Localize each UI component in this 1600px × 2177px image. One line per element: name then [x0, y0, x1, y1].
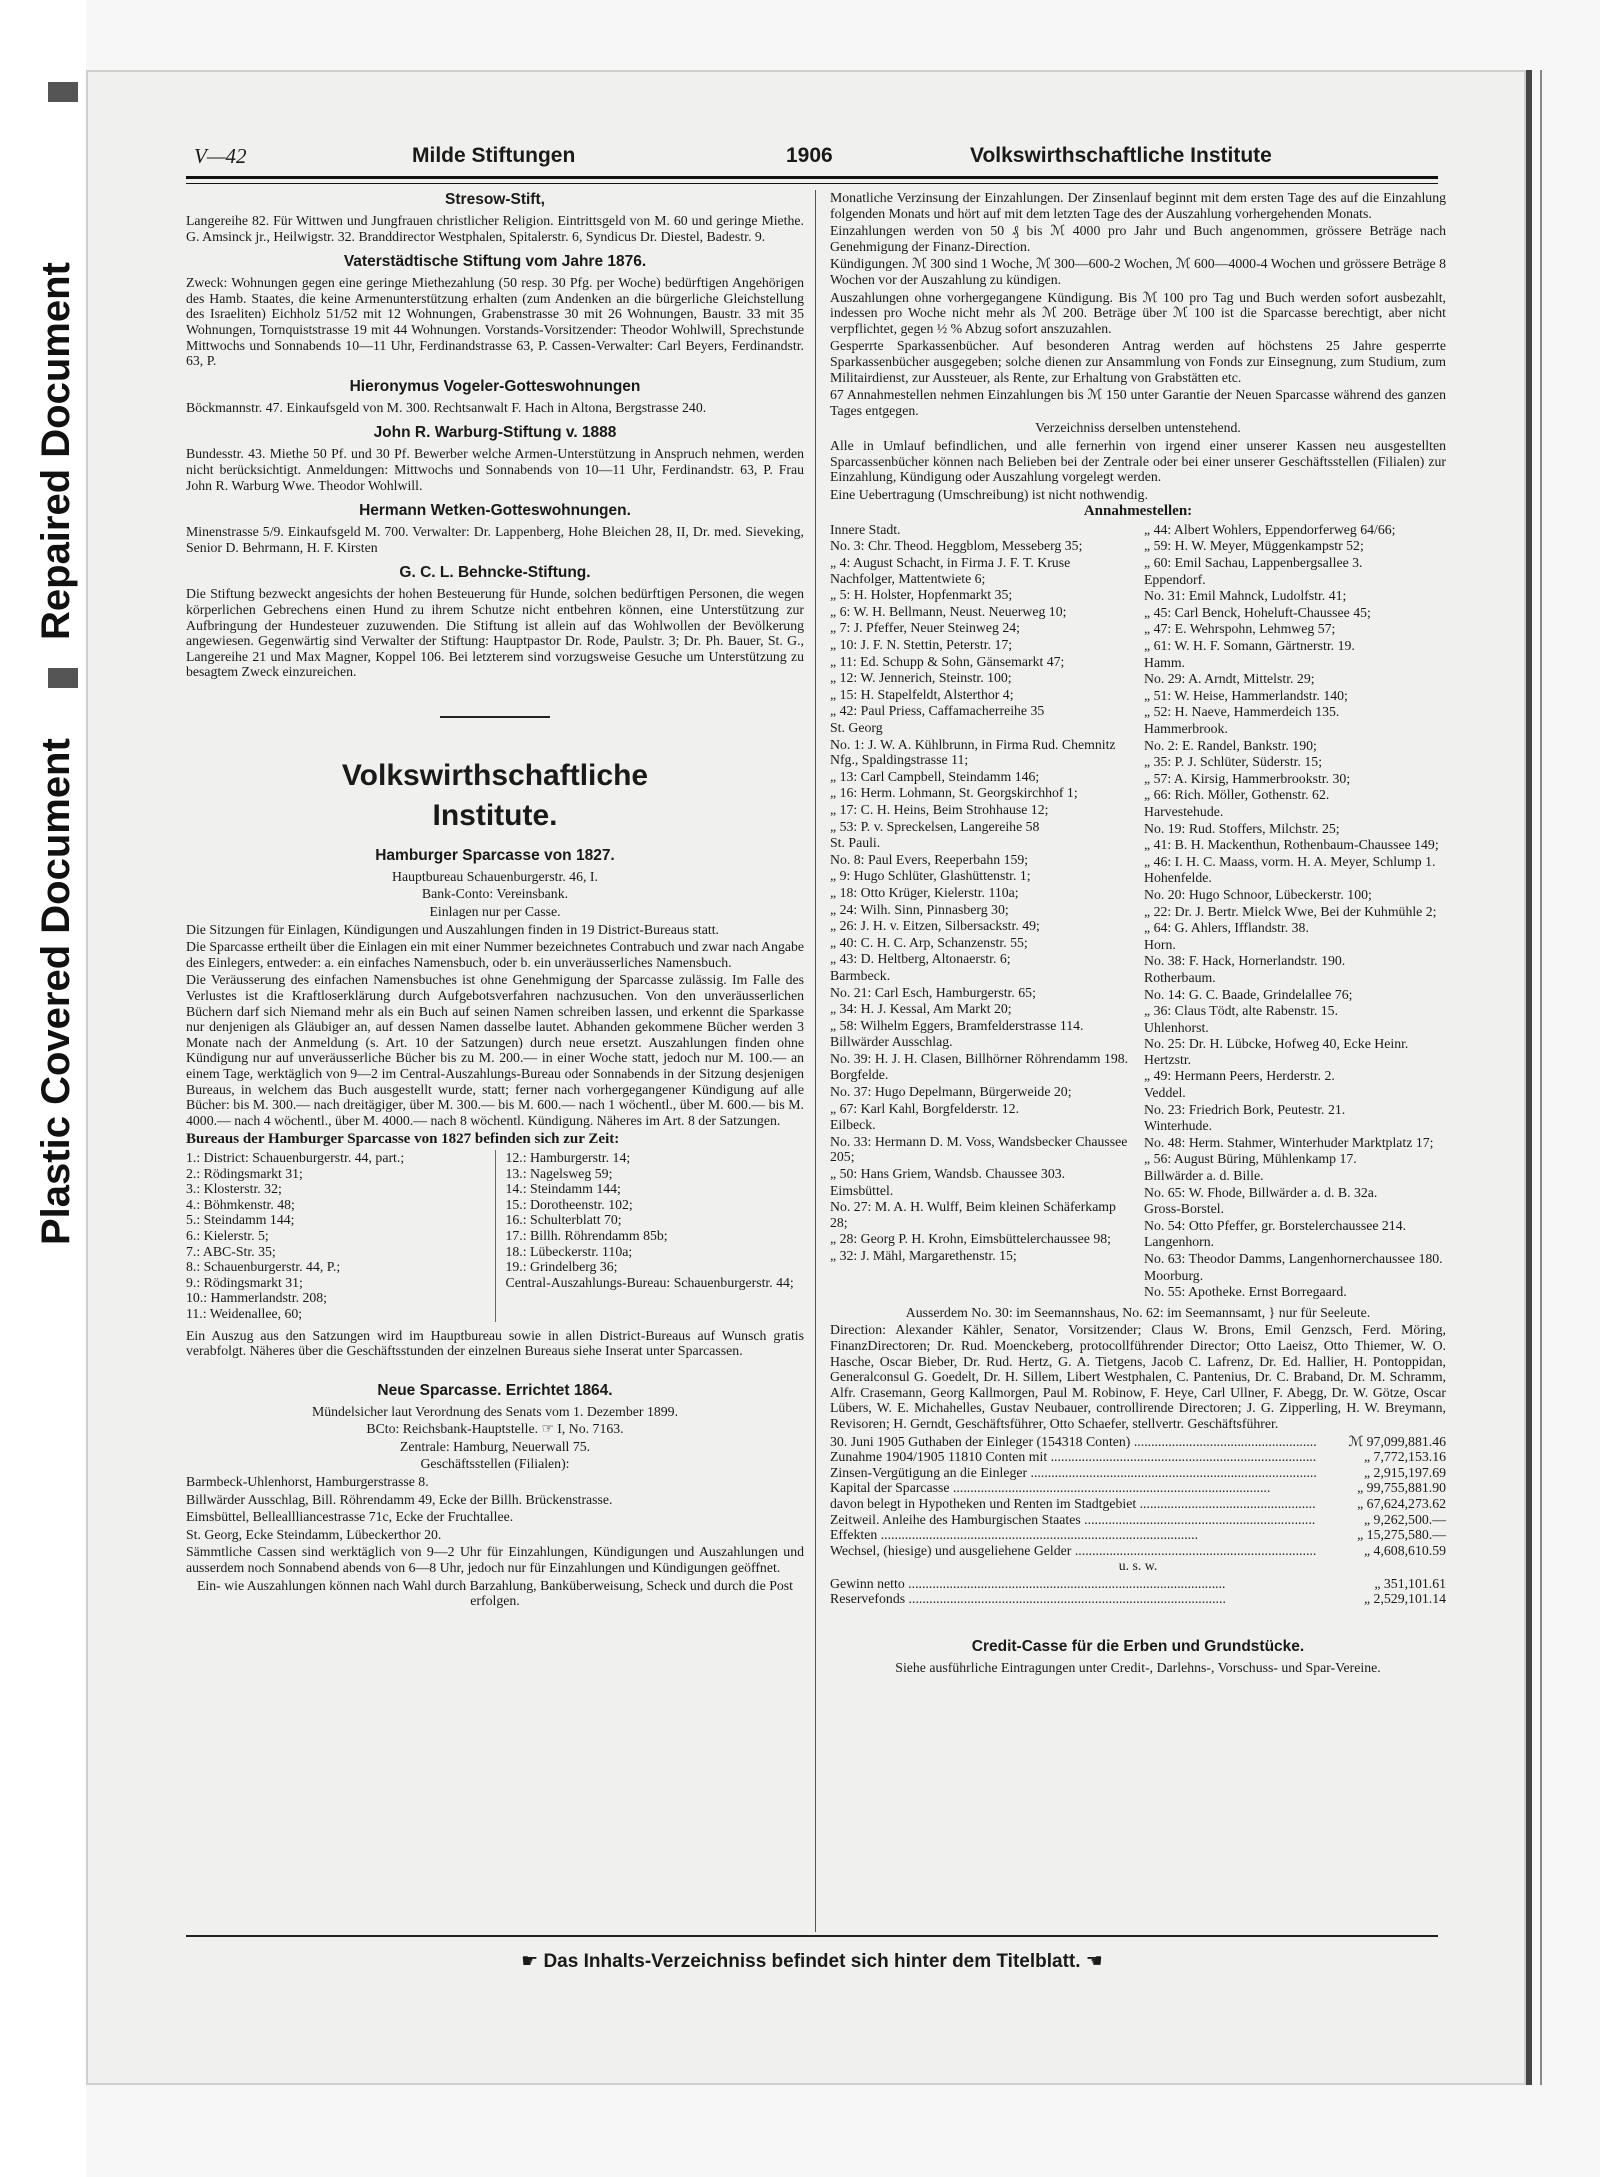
bureau-item: Central-Auszahlungs-Bureau: Schauenburgerstr. 44; [505, 1274, 794, 1290]
annahmestelle-item: Innere Stadt. [830, 521, 901, 537]
chapter-title-line1: Volkswirthschaftliche [341, 758, 649, 792]
annahmestelle-item: „ 22: Dr. J. Bertr. Mielck Wwe, Bei der Kuhmühle 2; [1144, 903, 1437, 919]
section-text: Zweck: Wohnungen gegen eine geringe Miethezahlung (50 resp. 30 Pfg. per Woche) bedürftigen Angehörigen des Hamb. Staates, die keine Armenunterstützung erhalten (zum Andenken an die bürgerliche Gleichstellung des Israeliten) Eichholz 51/52 mit 12 Wohnungen, Grabenstrasse 30 mit 26 Wohnungen, Baustr. 33 mit 35 Wohnungen, Tornquiststrasse 19 mit 44 Wohnungen. Vorstands-Vorsitzender: Theodor Wohlwill, Sprechstunde Mittwochs und Sonnabends 10—11 Uhr, Ferdinandstrasse 63, P. Cassen-Verwalter: Carl Beyers, Ferdinandstr. 63, P. [186, 275, 804, 369]
annahmestelle-item: „ 67: Karl Kahl, Borgfelderstr. 12. [830, 1100, 1020, 1116]
bureaus-heading: Bureaus der Hamburger Sparcasse von 1827 befinden sich zur Zeit: [186, 1131, 620, 1148]
annahmestelle-item: „ 60: Emil Sachau, Lappenbergsallee 3. [1144, 555, 1363, 571]
annahmestelle-item: Uhlenhorst. [1144, 1019, 1209, 1035]
section-title: Hermann Wetken-Gotteswohnungen. [359, 502, 631, 520]
annahmestelle-item: „ 52: H. Naeve, Hammerdeich 135. [1144, 704, 1340, 720]
annahmestelle-item: „ 51: W. Heise, Hammerlandstr. 140; [1144, 687, 1348, 703]
bureau-item: 8.: Schauenburgerstr. 44, P.; [186, 1259, 341, 1275]
annahmestelle-item: No. 29: A. Arndt, Mittelstr. 29; [1144, 671, 1315, 687]
section-title: Credit-Casse für die Erben und Grundstücke. [971, 1638, 1305, 1656]
annahmestelle-item: „ 5: H. Holster, Hopfenmarkt 35; [830, 587, 1013, 603]
annahmestelle-item: „ 16: Herm. Lohmann, St. Georgskirchhof 1; [830, 785, 1078, 801]
bureau-item: 9.: Rödingsmarkt 31; [186, 1274, 303, 1290]
finance-row [830, 1543, 1446, 1559]
direction-text: Direction: Alexander Kähler, Senator, Vorsitzender; Claus W. Brons, Emil Genzsch, Ferd. Möring, FinanzDirectoren; Dr. Rud. Moenckeberg, protocollführender Director; Otto Laeisz, Otto Thiemer, W. O. Hasche, Oscar Bieber, Dr. Rud. Hertz, G. A. Tietgens, Jacob C. Lafrenz, Dr. Ed. Hallier, H. Pontoppidan, Generalconsul G. Goedelt, Dr. H. Sillem, Libert Westphalen, C. Pantenius, Dr. C. Braband, Dr. M. Schramm, Alfr. Crasemann, Georg Kallmorgen, Paul M. Robinow, F. Heye, Carl Ullner, F. Abegg, Dr. W. Götze, Oscar Lübers, W. E. Michahelles, Gustav Neubauer, controllirende Directoren; J. G. Zipperling, H. W. Breymann, Revisoren; H. Gerndt, Geschäftsführer, Otto Schaefer, stellvertr. Geschäftsführer. [830, 1322, 1446, 1431]
annahmestelle-item: „ 9: Hugo Schlüter, Glashüttenstr. 1; [830, 868, 1031, 884]
strip-tab-mark [48, 668, 78, 688]
annahmestelle-item: „ 6: W. H. Bellmann, Neust. Neuerweg 10; [830, 603, 1067, 619]
annahmestelle-item: „ 41: B. H. Mackenthun, Rothenbaum-Chaussee 149; [1144, 837, 1439, 853]
info-line: Zentrale: Hamburg, Neuerwall 75. [399, 1438, 591, 1454]
annahmestelle-item: „ 46: I. H. C. Maass, vorm. H. A. Meyer, Schlump 1. [1144, 853, 1436, 869]
finance-value: „ 15,275,580.— [1357, 1527, 1446, 1543]
finance-label: Zinsen-Vergütigung an die Einleger ..... [830, 1465, 1316, 1481]
annahmestelle-item: „ 12: W. Jennerich, Steinstr. 100; [830, 670, 1012, 686]
finance-value: „ 67,624,273.62 [1357, 1495, 1446, 1511]
bureau-item: 12.: Hamburgerstr. 14; [505, 1149, 631, 1165]
finance-value: „ 2,529,101.14 [1363, 1591, 1446, 1607]
usw-line: u. s. w. [1118, 1558, 1158, 1574]
info-line: Einlagen nur per Casse. [429, 904, 561, 920]
section-text: Monatliche Verzinsung der Einzahlungen. Der Zinsenlauf beginnt mit dem ersten Tage des auf die Einzahlung folgenden Monats und hört auf mit dem letzten Tage des der Auszahlung vorhergehenden Monats. [830, 190, 1446, 221]
bureau-item: 18.: Lübeckerstr. 110a; [505, 1243, 633, 1259]
section-text: Die Sparcasse ertheilt über die Einlagen ein mit einer Nummer bezeichnetes Contrabuch und zwar nach Angabe des Einlegers, entweder: a. ein einfaches Namensbuch, oder b. ein unveräusserliches Namensbuch. [186, 939, 804, 970]
branch-line: Billwärder Ausschlag, Bill. Röhrendamm 49, Ecke der Billh. Brückenstrasse. [186, 1491, 613, 1507]
annahmestelle-item: No. 39: H. J. H. Clasen, Billhörner Röhrendamm 198. [830, 1050, 1129, 1066]
section-title: Stresow-Stift, [445, 191, 545, 208]
info-line: Geschäftsstellen (Filialen): [420, 1456, 570, 1472]
finance-label: Zeitweil. Anleihe des Hamburgischen Staates ..... [830, 1512, 1316, 1528]
section-title: Neue Sparcasse. Errichtet 1864. [377, 1381, 613, 1399]
chapter-title-line2: Institute. [432, 798, 558, 832]
bureau-item: 6.: Kielerstr. 5; [186, 1227, 269, 1243]
running-header [190, 140, 1438, 174]
section-text: Siehe ausführliche Eintragungen unter Credit-, Darlehns-, Vorschuss- und Spar-Vereine. [895, 1660, 1381, 1676]
annahmestelle-item: „ 32: J. Mähl, Margarethenstr. 15; [830, 1248, 1017, 1263]
branch-line: Eimsbüttel, Belleallliancestrasse 71c, Ecke der Fruchtallee. [186, 1509, 514, 1525]
finance-value: „ 99,755,881.90 [1357, 1480, 1446, 1496]
annahmestelle-item: „ 24: Wilh. Sinn, Pinnasberg 30; [830, 901, 1009, 917]
annahmestelle-item: Gross-Borstel. [1144, 1201, 1225, 1217]
finance-row [830, 1512, 1446, 1528]
annahmestelle-item: No. 8: Paul Evers, Reeperbahn 159; [830, 851, 1029, 867]
finance-table-2 [830, 1576, 1446, 1607]
annahmestelle-item: „ 17: C. H. Heins, Beim Strohhause 12; [830, 801, 1049, 817]
header-right-title: Volkswirthschaftliche Institute [970, 144, 1272, 167]
annahmestelle-item: No. 14: G. C. Baade, Grindelallee 76; [1144, 986, 1353, 1002]
right-column [830, 190, 1446, 1678]
finance-label: Reservefonds ..... [830, 1591, 1316, 1607]
annahmestelle-item: Veddel. [1144, 1085, 1186, 1101]
finance-value: „ 9,262,500.— [1363, 1511, 1446, 1527]
finance-row [830, 1576, 1446, 1592]
annahmestelle-item: Moorburg. [1144, 1267, 1204, 1283]
bureau-item: 1.: District: Schauenburgerstr. 44, part.; [186, 1149, 405, 1165]
info-line: Bank-Conto: Vereinsbank. [421, 886, 569, 902]
finance-value: „ 7,772,153.16 [1363, 1449, 1446, 1465]
annahmestelle-item: Horn. [1144, 936, 1176, 952]
finance-row [830, 1434, 1446, 1450]
section-title: John R. Warburg-Stiftung v. 1888 [373, 424, 617, 442]
page-edge-line [1540, 70, 1542, 2085]
annahmestelle-item: No. 23: Friedrich Bork, Peutestr. 21. [1144, 1101, 1346, 1117]
annahmestelle-item: No. 21: Carl Esch, Hamburgerstr. 65; [830, 984, 1036, 1000]
section-text: 67 Annahmestellen nehmen Einzahlungen bis ℳ 150 unter Garantie der Neuen Sparcasse während des ganzen Tages entgegen. [830, 387, 1446, 418]
annahmestelle-item: No. 55: Apotheke. Ernst Borregaard. [1144, 1284, 1347, 1300]
annahmestelle-item: „ 43: D. Heltberg, Altonaerstr. 6; [830, 951, 1011, 967]
header-left-title: Milde Stiftungen [412, 144, 576, 167]
finance-label: Zunahme 1904/1905 11810 Conten mit ..... [830, 1449, 1316, 1465]
annahmestelle-item: Winterhude. [1144, 1118, 1213, 1134]
annahmestelle-item: „ 58: Wilhelm Eggers, Bramfelderstrasse 114. [830, 1017, 1084, 1033]
annahmestelle-item: No. 25: Dr. H. Lübcke, Hofweg 40, Ecke Heinr. Hertzstr. [1144, 1036, 1409, 1067]
annahmestelle-item: „ 56: August Büring, Mühlenkamp 17. [1144, 1151, 1357, 1167]
page-edge [1526, 70, 1532, 2085]
finance-label: Gewinn netto ..... [830, 1576, 1316, 1592]
finance-label: Effekten ..... [830, 1527, 1316, 1543]
info-line: BCto: Reichsbank-Hauptstelle. ☞ I, No. 7163. [366, 1421, 624, 1437]
finance-row [830, 1496, 1446, 1512]
section-text: Sämmtliche Cassen sind werktäglich von 9—2 Uhr für Einzahlungen, Kündigungen und Auszahlungen und ausserdem noch Sonnabend abends von 6—8 Uhr, jedoch nur für Einzahlungen und Kündigungen geöffnet. [186, 1544, 804, 1576]
annahmestellen-left [830, 522, 1138, 1301]
bureaus-list [186, 1150, 804, 1322]
annahmestelle-item: „ 4: August Schacht, in Firma J. F. T. Kruse Nachfolger, Mattentwiete 6; [830, 555, 1071, 586]
annahmestelle-item: „ 47: E. Wehrspohn, Lehmweg 57; [1144, 621, 1336, 637]
page-number: V—42 [194, 144, 247, 168]
finance-label: Wechsel, (hiesige) und ausgeliehene Gelder ..... [830, 1543, 1316, 1559]
annahmestelle-item: „ 66: Rich. Möller, Gothenstr. 62. [1144, 787, 1330, 803]
info-line: Hauptbureau Schauenburgerstr. 46, I. [392, 868, 598, 884]
finance-row [830, 1449, 1446, 1465]
footer-rule [186, 1935, 1438, 1937]
annahmestelle-item: Eimsbüttel. [830, 1182, 894, 1198]
finance-label: 30. Juni 1905 Guthaben der Einleger (154318 Conten) ..... [830, 1434, 1316, 1450]
finance-value: ℳ 97,099,881.46 [1348, 1433, 1446, 1449]
section-text: Einzahlungen werden von 50 ₰ bis ℳ 4000 pro Jahr und Buch angenommen, grössere Beträge nach Genehmigung der Finanz-Direction. [830, 223, 1446, 254]
bureau-item: 19.: Grindelberg 36; [505, 1259, 618, 1275]
finance-label: Kapital der Sparcasse ..... [830, 1480, 1316, 1496]
annahmestelle-item: Billwärder a. d. Bille. [1144, 1168, 1264, 1184]
annahmestelle-item: No. 63: Theodor Damms, Langenhornerchaussee 180. [1144, 1251, 1443, 1266]
annahmestelle-item: „ 49: Hermann Peers, Herderstr. 2. [1144, 1068, 1335, 1084]
annahmestelle-item: No. 38: F. Hack, Hornerlandstr. 190. [1144, 953, 1346, 969]
annahmestelle-item: Borgfelde. [830, 1067, 889, 1083]
annahmestelle-item: „ 42: Paul Priess, Caffamacherreihe 35 [830, 703, 1045, 719]
section-title: G. C. L. Behncke-Stiftung. [399, 564, 591, 582]
annahmestelle-item: „ 61: W. H. F. Somann, Gärtnerstr. 19. [1144, 638, 1355, 654]
section-text: Auszahlungen ohne vorhergegangene Kündigung. Bis ℳ 100 pro Tag und Buch werden sofort ausbezahlt, indessen pro Woche nicht mehr als ℳ 200. Beträge über ℳ 100 ist die Sparcasse berechtigt, aber nicht verpflichtet, gegen ½ % Abzug sofort anszuzahlen. [830, 289, 1446, 336]
section-text: Böckmannstr. 47. Einkaufsgeld von M. 300. Rechtsanwalt F. Hach in Altona, Bergstrasse 240. [186, 399, 707, 415]
annahmestellen-right [1138, 522, 1446, 1301]
bureau-item: 11.: Weidenallee, 60; [186, 1305, 303, 1321]
section-separator [440, 716, 550, 718]
finance-table [830, 1434, 1446, 1559]
annahmestelle-item: No. 33: Hermann D. M. Voss, Wandsbecker Chaussee 205; [830, 1133, 1128, 1165]
annahmestelle-item: No. 3: Chr. Theod. Heggblom, Messeberg 35; [830, 538, 1083, 554]
annahmestelle-item: „ 15: H. Stapelfeldt, Alsterthor 4; [830, 686, 1014, 702]
annahmestelle-item: No. 1: J. W. A. Kühlbrunn, in Firma Rud. Chemnitz Nfg., Spaldingstrasse 11; [830, 736, 1116, 768]
bureaus-right-column [496, 1150, 805, 1322]
annahmestelle-item: Barmbeck. [830, 967, 891, 983]
info-line: Verzeichniss derselben untenstehend. [1035, 420, 1241, 436]
annahmestelle-item: Hohenfelde. [1144, 870, 1212, 886]
bureau-item: 10.: Hammerlandstr. 208; [186, 1290, 328, 1306]
bureau-item: 15.: Dorotheenstr. 102; [505, 1196, 633, 1212]
annahmestelle-item: „ 64: G. Ahlers, Ifflandstr. 38. [1144, 920, 1309, 936]
finance-value: „ 351,101.61 [1374, 1575, 1446, 1591]
bureau-item: 13.: Nagelsweg 59; [505, 1165, 613, 1181]
pointing-hand-icon: ☚ [1085, 1951, 1103, 1972]
section-text: Ein Auszug aus den Satzungen wird im Hauptbureau sowie in allen District-Bureaus auf Wunsch gratis verabfolgt. Näheres über die Geschäftsstunden der einzelnen Bureaus siehe Inserat unter Sparcassen. [186, 1327, 804, 1359]
branch-line: Barmbeck-Uhlenhorst, Hamburgerstrasse 8. [186, 1474, 429, 1490]
chapter-title [186, 756, 804, 836]
footer-text: Das Inhalts-Verzeichniss befindet sich hinter dem Titelblatt. [543, 1951, 1081, 1972]
finance-row [830, 1527, 1446, 1543]
finance-row [830, 1465, 1446, 1481]
section-text: Gesperrte Sparkassenbücher. Auf besonderen Antrag werden auf höchstens 25 Jahre gesperrte Sparkassenbücher ausgegeben; solche dienen zur Ansammlung von Fonds zur Einsegnung, zum Studium, zum Militairdienst, zur Aussteuer, als Rente, zur Erhaltung von Grabstätten etc. [830, 338, 1446, 385]
bureau-item: 17.: Billh. Röhrendamm 85b; [505, 1227, 668, 1243]
annahmestelle-item: No. 37: Hugo Depelmann, Bürgerweide 20; [830, 1084, 1072, 1100]
bureau-item: 14.: Steindamm 144; [505, 1181, 621, 1197]
annahmestelle-item: „ 40: C. H. C. Arp, Schanzenstr. 55; [830, 934, 1028, 950]
annahmestelle-item: No. 48: Herm. Stahmer, Winterhuder Marktplatz 17; [1144, 1134, 1434, 1150]
annahmestelle-item: „ 11: Ed. Schupp & Sohn, Gänsemarkt 47; [830, 653, 1065, 669]
section-title: Vaterstädtische Stiftung vom Jahre 1876. [343, 253, 647, 271]
section-text: Ein- wie Auszahlungen können nach Wahl durch Barzahlung, Banküberweisung, Scheck und durch die Post erfolgen. [197, 1577, 793, 1609]
annahmestelle-item: „ 7: J. Pfeffer, Neuer Steinweg 24; [830, 620, 1020, 636]
annahmestelle-item: No. 27: M. A. H. Wulff, Beim kleinen Schäferkamp 28; [830, 1199, 1116, 1230]
section-text: Langereihe 82. Für Wittwen und Jungfrauen christlicher Religion. Eintrittsgeld von M. 60 und geringe Miethe. G. Amsinck jr., Heilwigstr. 32. Branddirector Westphalen, Spitalerstr. 6, Syndicus Dr. Diestel, Badestr. 9. [186, 213, 804, 244]
strip-tab-mark [48, 82, 78, 102]
archive-label-strip [0, 0, 86, 2177]
bureau-item: 2.: Rödingsmarkt 31; [186, 1165, 303, 1181]
bureaus-left-column [186, 1150, 496, 1322]
annahmestelle-item: Harvestehude. [1144, 803, 1224, 819]
header-rule [186, 176, 1438, 184]
section-title: Hieronymus Vogeler-Gotteswohnungen [349, 377, 641, 395]
bureau-item: 16.: Schulterblatt 70; [505, 1212, 622, 1228]
annahmestelle-item: Hamm. [1144, 654, 1185, 670]
annahmestelle-item: Billwärder Ausschlag. [830, 1034, 953, 1050]
annahmestelle-item: „ 57: A. Kirsig, Hammerbrookstr. 30; [1144, 770, 1351, 786]
annahmestelle-item: Hammerbrook. [1144, 721, 1228, 736]
annahmestelle-item: „ 50: Hans Griem, Wandsb. Chaussee 303. [830, 1166, 1066, 1182]
left-column [186, 190, 804, 1611]
annahmestelle-item: Eppendorf. [1144, 571, 1206, 587]
annahmestelle-item: No. 20: Hugo Schnoor, Lübeckerstr. 100; [1144, 886, 1372, 902]
annahmestelle-item: Rotherbaum. [1144, 969, 1216, 985]
annahmestelle-item: Eilbeck. [830, 1117, 876, 1133]
annahmestelle-item: No. 2: E. Randel, Bankstr. 190; [1144, 737, 1317, 753]
bureau-item: 7.: ABC-Str. 35; [186, 1243, 276, 1259]
section-text: Die Veräusserung des einfachen Namensbuches ist ohne Genehmigung der Sparcasse zulässig. Im Falle des Verlustes ist die Kraftloserklärung durch Aufgebotsverfahren nachzusuchen. Von den unveräusserlichen Büchern darf sich Niemand mehr als ein Buch auf seinen Namen schreiben lassen, und erkennt die Sparkasse nur denjenigen als Gläubiger an, auf dessen Namen dasselbe lautet. Abhanden gekommene Bücher werden 3 Monate nach der Anmeldung (s. Art. 10 der Satzungen) durch neue ersetzt. Auszahlungen finden ohne Kündigung nur auf unveräusserliche Bücher bis zu M. 200.— in einer Woche statt, jedoch nur M. 100.— an einem Tage, werktäglich von 9—2 im Central-Auszahlungs-Bureau oder Sonnabends in der Sitzung desjenigen Bureaus, in welchem das Buch ausgestellt wurde, statt; ferner nach vorhergegangener Kündigung auf alle Bücher: bis M. 300.— nach dreitägiger, über M. 300.— bis M. 600.— nach 1 wöchentl., über M. 600.— bis M. 4000.— nach 4 wöchentl., über M. 4000.— nach 8 wöchentl. Kündigung. Näheres im Art. 8 der Satzungen. [186, 972, 804, 1128]
annahmestelle-item: No. 19: Rud. Stoffers, Milchstr. 25; [1144, 820, 1340, 836]
section-text: Minenstrasse 5/9. Einkaufsgeld M. 700. Verwalter: Dr. Lappenberg, Hohe Bleichen 28, II, Dr. med. Sieveking, Senior D. Behrmann, H. F. Kirsten [186, 524, 804, 555]
annahmestelle-item: „ 26: J. H. v. Eitzen, Silbersackstr. 49; [830, 918, 1040, 934]
section-text: Alle in Umlauf befindlichen, und alle fernerhin von irgend einer unserer Kassen neu ausgestellten Sparcassenbücher können nach Belieben bei der Zentrale oder bei einer unserer Geschäftsstellen (Filialen) zur Einzahlung, Kündigung oder Auszahlung vorgelegt werden. [830, 437, 1446, 485]
bureau-item: 5.: Steindamm 144; [186, 1212, 295, 1228]
section-text: Eine Uebertragung (Umschreibung) ist nicht nothwendig. [830, 486, 1149, 502]
annahmestelle-item: Langenhorn. [1144, 1234, 1215, 1250]
info-line: Mündelsicher laut Verordnung des Senats vom 1. Dezember 1899. [311, 1403, 679, 1419]
column-divider [815, 190, 816, 1932]
section-text: Kündigungen. ℳ 300 sind 1 Woche, ℳ 300—600-2 Wochen, ℳ 600—4000-4 Wochen und grössere Beträge 8 Wochen vor der Auszahlung zu kündigen. [830, 256, 1446, 287]
annahmestelle-item: „ 34: H. J. Kessal, Am Markt 20; [830, 1001, 1012, 1017]
annahmestelle-item: St. Georg [830, 720, 883, 735]
finance-row [830, 1480, 1446, 1496]
section-text: Die Stiftung bezweckt angesichts der hohen Besteuerung für Hunde, solchen bedürftigen Personen, die wegen körperlichen Gebrechens einen Hund zu ihrem Schutze nicht entbehren können, eine Unterstützung zur Aufbringung der Hundesteuer zuzuwenden. Die Stiftung ist allein auf das Wohlwollen der Bevölkerung angewiesen. Gegenwärtig sind Verwalter der Stiftung: Hauptpastor Dr. Rode, Paulstr. 3; Dr. Ph. Bauer, St. G., Langereihe 21 und Max Magner, Koppel 106. Bei letzterem sind vorzugsweise Gesuche um Unterstützung zu besagtem Zweck einzureichen. [186, 586, 804, 680]
annahmestelle-item: No. 54: Otto Pfeffer, gr. Borstelerchaussee 214. [1144, 1217, 1407, 1233]
annahmestelle-item: „ 18: Otto Krüger, Kielerstr. 110a; [830, 884, 1019, 900]
annahmestelle-item: „ 59: H. W. Meyer, Müggenkampstr 52; [1144, 538, 1364, 554]
annahmestelle-item: No. 65: W. Fhode, Billwärder a. d. B. 32a. [1144, 1184, 1378, 1200]
section-title: Hamburger Sparcasse von 1827. [375, 846, 615, 864]
annahmestelle-item: „ 13: Carl Campbell, Steindamm 146; [830, 768, 1040, 784]
annahmestelle-item: „ 36: Claus Tödt, alte Rabenstr. 15. [1144, 1003, 1339, 1019]
repaired-document-label: Repaired Document [34, 262, 78, 640]
seemann-note: Ausserdem No. 30: im Seemannshaus, No. 62: im Seemannsamt, } nur für Seeleute. [905, 1304, 1371, 1320]
annahmestelle-item: „ 10: J. F. N. Stettin, Peterstr. 17; [830, 637, 1013, 653]
bureau-item: 4.: Böhmkenstr. 48; [186, 1196, 295, 1212]
plastic-covered-label: Plastic Covered Document [34, 738, 78, 1245]
bureau-item: 3.: Klosterstr. 32; [186, 1181, 282, 1197]
annahmestelle-item: „ 45: Carl Benck, Hoheluft-Chaussee 45; [1144, 604, 1371, 620]
section-text: Die Sitzungen für Einlagen, Kündigungen und Auszahlungen finden in 19 District-Bureaus statt. [186, 921, 719, 937]
branch-line: St. Georg, Ecke Steindamm, Lübeckerthor 20. [186, 1526, 442, 1542]
annahmestellen-list [830, 522, 1446, 1301]
annahmestelle-item: „ 44: Albert Wohlers, Eppendorferweg 64/66; [1144, 521, 1396, 537]
finance-label: davon belegt in Hypotheken und Renten im Stadtgebiet ..... [830, 1496, 1316, 1512]
annahmestelle-item: „ 53: P. v. Spreckelsen, Langereihe 58 [830, 818, 1040, 834]
annahmestelle-item: „ 28: Georg P. H. Krohn, Eimsbüttelerchaussee 98; [830, 1231, 1111, 1247]
annahmestelle-item: No. 31: Emil Mahnck, Ludolfstr. 41; [1144, 588, 1347, 604]
annahmestelle-item: „ 35: P. J. Schlüter, Süderstr. 15; [1144, 754, 1323, 770]
annahmestelle-item: St. Pauli. [830, 835, 881, 851]
header-year: 1906 [786, 144, 833, 167]
finance-value: „ 2,915,197.69 [1363, 1464, 1446, 1480]
finance-row [830, 1591, 1446, 1607]
footer-notice [186, 1950, 1438, 1973]
annahmestellen-title: Annahmestellen: [1083, 503, 1193, 520]
section-text: Bundesstr. 43. Miethe 50 Pf. und 30 Pf. Bewerber welche Armen-Unterstützung in Anspruch nehmen, werden nicht berücksichtigt. Anmeldungen: Mittwochs und Sonnabends von 10—11 Uhr, Ferdinandstr. 63, P. Frau John R. Warburg Wwe. Theodor Wohlwill. [186, 446, 804, 493]
finance-value: „ 4,608,610.59 [1363, 1542, 1446, 1558]
pointing-hand-icon: ☛ [521, 1951, 544, 1972]
